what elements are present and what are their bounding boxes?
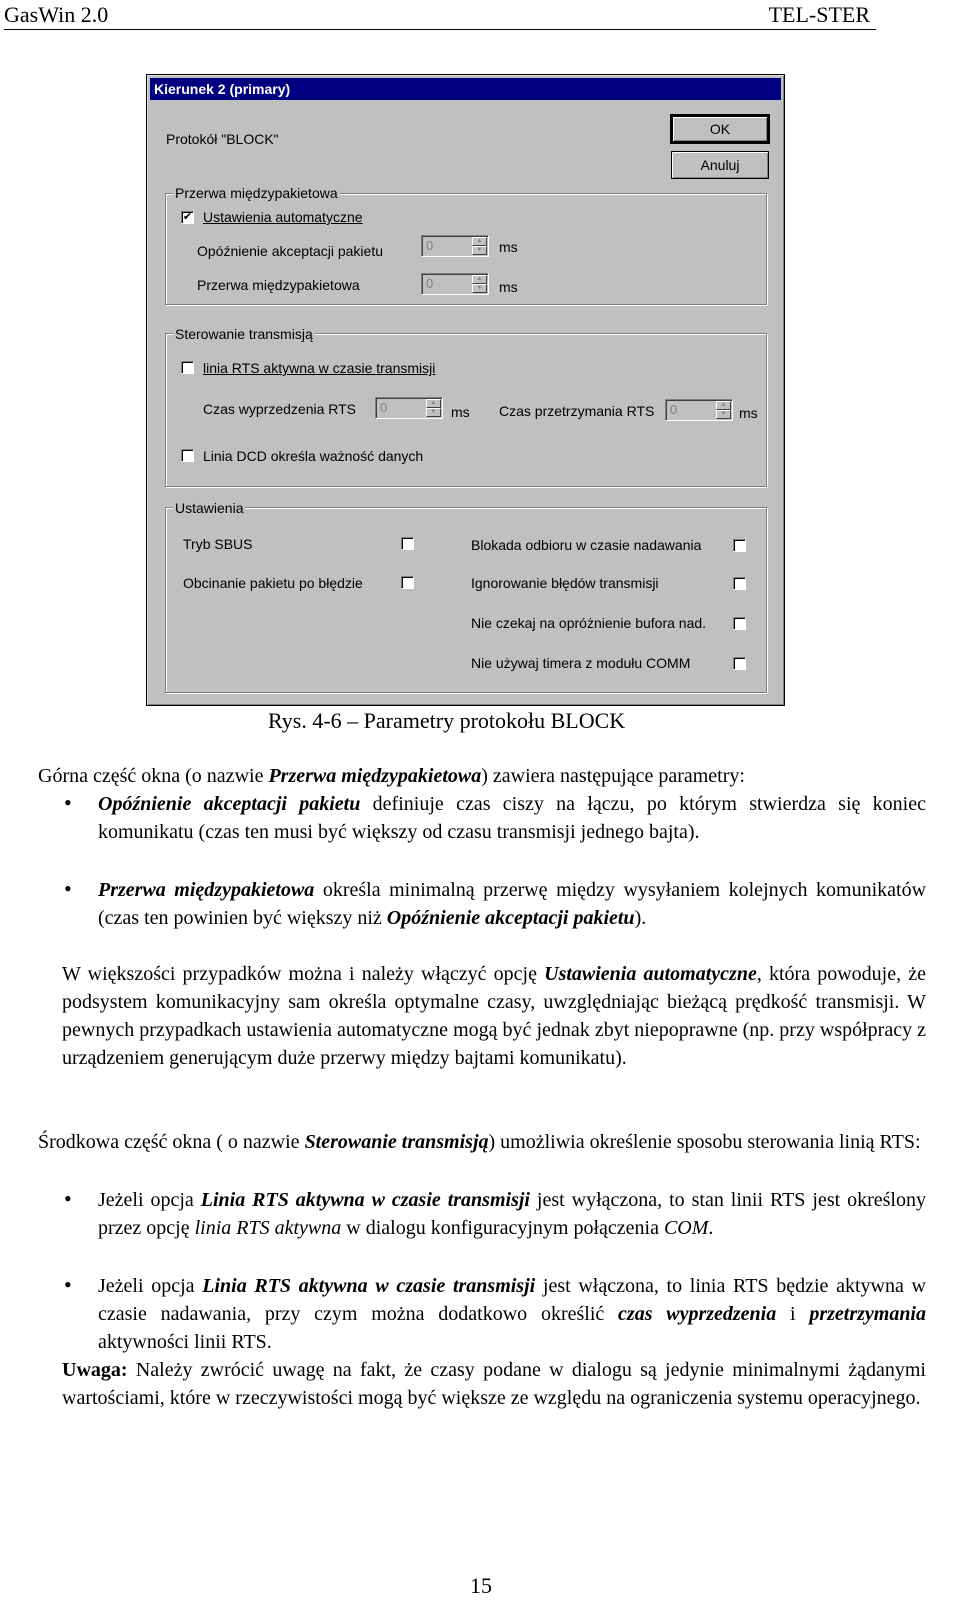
cancel-button[interactable]: Anuluj [671, 151, 769, 179]
note-text: Należy zwrócić uwagę na fakt, że czasy podane w dialogu są jedynie minimalnymi żądanymi wartościami, które w rzeczywistości mogą być większe ze względu na ograniczenia systemu operacyjnego. [62, 1359, 926, 1409]
auto-settings-checkbox[interactable]: ✔ [182, 211, 193, 223]
rts-lead-spinner[interactable] [375, 397, 443, 419]
rts-hold-unit: ms [739, 405, 758, 421]
bullet-term: czas wyprzedzenia [618, 1303, 777, 1325]
bullet-text: ). [634, 907, 647, 929]
figure-caption: Rys. 4-6 – Parametry protokołu BLOCK [268, 708, 626, 733]
rts-lead-label: Czas wyprzedzenia RTS [203, 401, 357, 417]
spin-up-icon[interactable]: ▲ [472, 275, 487, 284]
rts-lead-value: 0 [380, 400, 388, 415]
bullet-text: jest wyłączona, to stan linii RTS jest określony przez opcję [98, 1189, 926, 1239]
spin-down-icon[interactable]: ▼ [472, 246, 487, 255]
spin-down-icon[interactable]: ▼ [426, 408, 441, 417]
no-timer-label: Nie używaj timera z modułu COMM [471, 655, 691, 671]
bullet-text: definiuje czas ciszy na łączu, po którym stwierdza się koniec komunikatu (czas ten musi być większy od czasu transmisji jednego bajta). [98, 793, 926, 843]
p2-text-a: W większości przypadków można i należy włączyć opcję [62, 963, 545, 985]
rts-active-label: linia RTS aktywna w czasie transmisji [203, 360, 436, 376]
p3-text-a: Środkowa część okna ( o nazwie [38, 1131, 305, 1153]
running-header [4, 2, 876, 30]
bullet-term: COM [663, 1217, 709, 1239]
p3-term: Sterowanie transmisją [304, 1131, 489, 1153]
no-wait-checkbox[interactable] [733, 617, 746, 630]
sbus-checkbox[interactable] [401, 537, 414, 550]
p1-text-a: Górna część okna (o nazwie [38, 765, 269, 787]
block-rx-checkbox[interactable] [733, 539, 746, 552]
no-wait-label: Nie czekaj na opróżnienie bufora nad. [471, 615, 707, 631]
bullet-term: przetrzymania [809, 1303, 926, 1325]
bullet-text: w dialogu konfiguracyjnym połączenia [341, 1217, 664, 1239]
ignore-errors-checkbox[interactable] [733, 577, 746, 590]
ack-delay-unit: ms [499, 239, 518, 255]
bullet-icon: • [64, 790, 72, 815]
protocol-dialog [146, 74, 785, 706]
bullet-rts-on [98, 1272, 926, 1356]
spin-down-icon[interactable]: ▼ [472, 284, 487, 293]
header-company: TEL-STER [768, 2, 870, 27]
bullet-rts-off [98, 1186, 926, 1242]
ok-button[interactable]: OK [671, 115, 769, 143]
ack-delay-spinner[interactable] [421, 235, 489, 257]
bullet-term: Opóźnienie akceptacji pakietu [98, 793, 361, 815]
note-label: Uwaga: [62, 1359, 128, 1381]
auto-settings-label: Ustawienia automatyczne [203, 209, 363, 225]
rts-hold-value: 0 [670, 402, 678, 417]
note-paragraph [62, 1356, 926, 1412]
paragraph-auto-settings [62, 960, 926, 1072]
no-timer-checkbox[interactable] [733, 657, 746, 670]
gap-unit: ms [499, 279, 518, 295]
header-app-name: GasWin 2.0 [4, 2, 109, 27]
paragraph-top-section [38, 762, 928, 790]
rts-lead-unit: ms [451, 404, 470, 420]
bullet-text: . [708, 1217, 714, 1239]
truncate-label: Obcinanie pakietu po błędzie [183, 575, 363, 591]
bullet-text: aktywności linii RTS. [98, 1331, 272, 1353]
bullet-text: jest włączona, to linia RTS będzie aktywna w czasie nadawania, przy czym można dodatkowo określić [98, 1275, 926, 1325]
gap-label: Przerwa międzypakietowa [197, 277, 360, 293]
ack-delay-label: Opóźnienie akceptacji pakietu [197, 243, 384, 259]
bullet-text: określa minimalną przerwę między wysyłaniem kolejnych komunikatów (czas ten powinien być większy niż [98, 879, 927, 929]
spin-up-icon[interactable]: ▲ [426, 399, 441, 408]
gap-spinner[interactable] [421, 273, 489, 295]
p1-text-c: ) zawiera następujące parametry: [481, 765, 745, 787]
dcd-label: Linia DCD określa ważność danych [203, 448, 424, 464]
bullet-icon: • [64, 876, 72, 901]
block-rx-label: Blokada odbioru w czasie nadawania [471, 537, 702, 553]
ack-delay-value: 0 [426, 238, 434, 253]
bullet-text: Jeżeli opcja [98, 1189, 201, 1211]
bullet-packet-gap [98, 876, 926, 932]
p1-term: Przerwa międzypakietowa [268, 765, 482, 787]
protocol-label: Protokół "BLOCK" [166, 131, 279, 147]
bullet-term: Opóźnienie akceptacji pakietu [386, 907, 635, 929]
bullet-text: Jeżeli opcja [98, 1275, 203, 1297]
p2-term: Ustawienia automatyczne [544, 963, 757, 985]
ignore-errors-label: Ignorowanie błędów transmisji [471, 575, 659, 591]
paragraph-middle-section [4, 1128, 926, 1156]
bullet-text: i [776, 1303, 810, 1325]
spin-up-icon[interactable]: ▲ [472, 237, 487, 246]
p3-text-c: ) umożliwia określenie sposobu sterowania linią RTS: [488, 1131, 921, 1153]
group-packet-gap-title: Przerwa międzypakietowa [175, 185, 338, 201]
rts-active-checkbox[interactable] [181, 361, 194, 374]
p2-text-c: , która powoduje, że podsystem komunikacyjny sam określa optymalne czasy, uwzględniając bieżącą prędkość transmisji. W pewnych przypadkach ustawienia automatyczne mogą być jednak zbyt niepoprawne (np. przy współpracy z urządzeniem generującym duże przerwy między bajtami komunikatu). [62, 963, 926, 1069]
sbus-label: Tryb SBUS [183, 536, 253, 552]
bullet-term: Przerwa międzypakietowa [98, 879, 315, 901]
dcd-checkbox[interactable] [181, 449, 194, 462]
gap-value: 0 [426, 276, 434, 291]
rts-hold-spinner[interactable] [665, 399, 733, 421]
spin-up-icon[interactable]: ▲ [716, 401, 731, 410]
bullet-icon: • [64, 1272, 72, 1297]
bullet-ack-delay [98, 790, 926, 846]
bullet-term: Linia RTS aktywna w czasie transmisji [202, 1275, 536, 1297]
bullet-term: Linia RTS aktywna w czasie transmisji [200, 1189, 530, 1211]
bullet-icon: • [64, 1186, 72, 1211]
truncate-checkbox[interactable] [401, 576, 414, 589]
page-number: 15 [470, 1573, 492, 1598]
dialog-title: Kierunek 2 (primary) [150, 78, 781, 100]
bullet-term: linia RTS aktywna [194, 1217, 342, 1239]
group-settings-title: Ustawienia [175, 500, 244, 516]
spin-down-icon[interactable]: ▼ [716, 410, 731, 419]
rts-hold-label: Czas przetrzymania RTS [499, 403, 655, 419]
group-transmission-control-title: Sterowanie transmisją [175, 326, 313, 342]
